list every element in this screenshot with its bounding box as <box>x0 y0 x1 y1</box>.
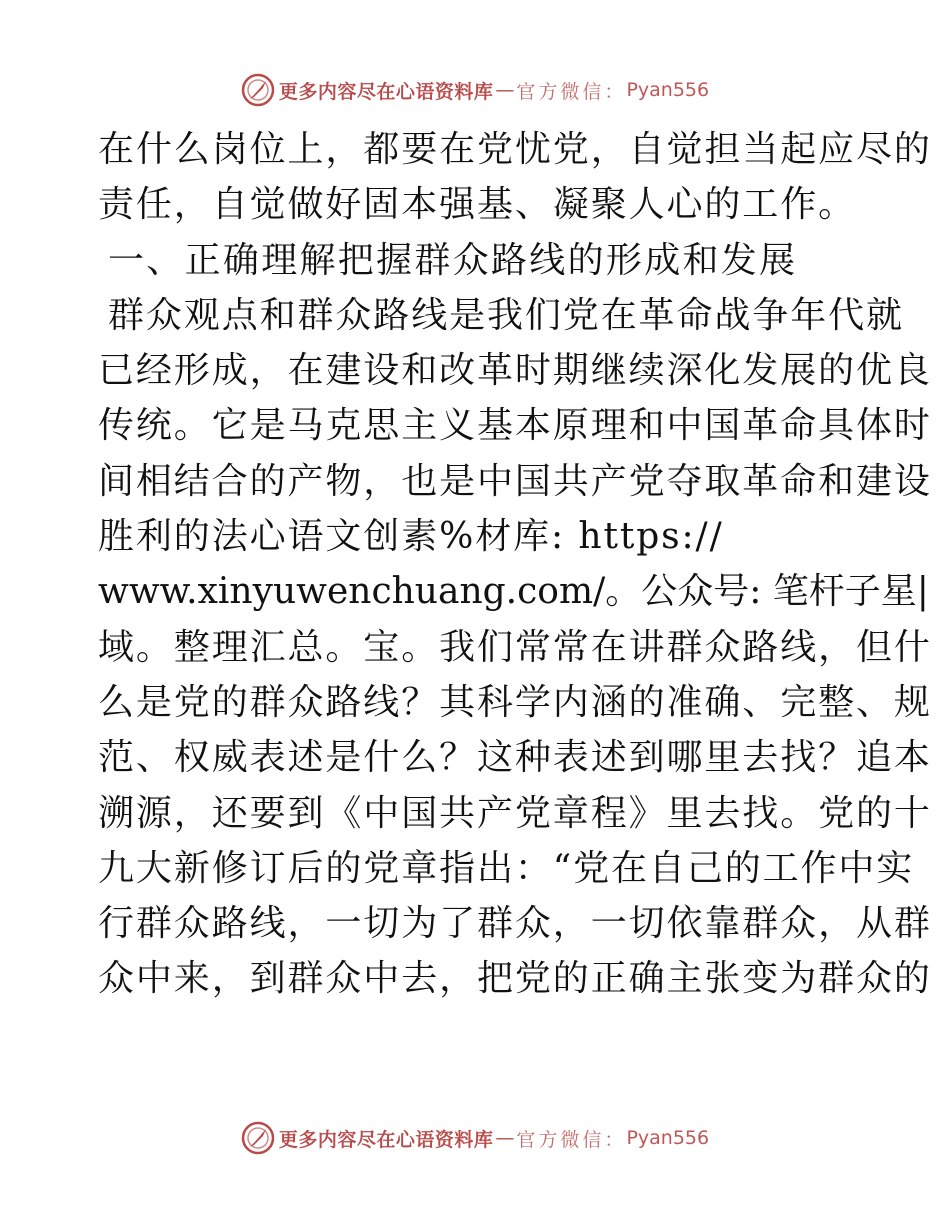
banner-brand-text: 更多内容尽在心语资料库 <box>278 80 494 103</box>
body-line: 行群众路线，一切为了群众，一切依靠群众，从群 <box>98 903 932 945</box>
body-line: 域。整理汇总。宝。我们常常在讲群众路线，但什 <box>98 626 932 668</box>
body-line: 胜利的法心语文创素%材库: https:// <box>98 516 724 558</box>
document-body <box>98 122 932 1007</box>
footer-banner <box>0 1118 950 1158</box>
banner-contact-label: 官方微信： <box>516 80 627 103</box>
body-line: 九大新修订后的党章指出：“党在自己的工作中实 <box>98 847 915 889</box>
body-line-url: www.xinyuwenchuang.com/。公众号: 笔杆子星| <box>98 571 929 613</box>
body-line: 溯源，还要到《中国共产党章程》里去找。党的十 <box>98 792 932 834</box>
body-line: 群众观点和群众路线是我们党在革命战争年代就 <box>108 294 904 336</box>
banner-contact-id: Pyan556 <box>626 79 710 101</box>
body-line: 已经形成，在建设和改革时期继续深化发展的优良 <box>98 350 932 392</box>
body-line: 在什么岗位上，都要在党忧党，自觉担当起应尽的 <box>98 129 932 170</box>
banner-separator: — <box>495 79 515 101</box>
quill-pen-logo-icon <box>241 1121 275 1155</box>
body-line: 间相结合的产物，也是中国共产党夺取革命和建设 <box>98 460 932 502</box>
quill-pen-logo-icon <box>241 73 275 107</box>
section-heading: 一、正确理解把握群众路线的形成和发展 <box>108 239 798 281</box>
header-banner <box>0 70 950 110</box>
body-line: 范、权威表述是什么？这种表述到哪里去找？追本 <box>98 737 932 779</box>
banner-contact-label: 官方微信： <box>516 1128 627 1151</box>
body-line: 么是党的群众路线？其科学内涵的准确、完整、规 <box>98 681 932 723</box>
body-line: 众中来，到群众中去，把党的正确主张变为群众的 <box>98 958 932 1000</box>
banner-brand-text: 更多内容尽在心语资料库 <box>278 1128 494 1151</box>
body-line: 传统。它是马克思主义基本原理和中国革命具体时 <box>98 405 932 447</box>
banner-contact-id: Pyan556 <box>626 1127 710 1149</box>
body-line: 责任，自觉做好固本强基、凝聚人心的工作。 <box>98 184 857 226</box>
banner-separator: — <box>495 1127 515 1149</box>
